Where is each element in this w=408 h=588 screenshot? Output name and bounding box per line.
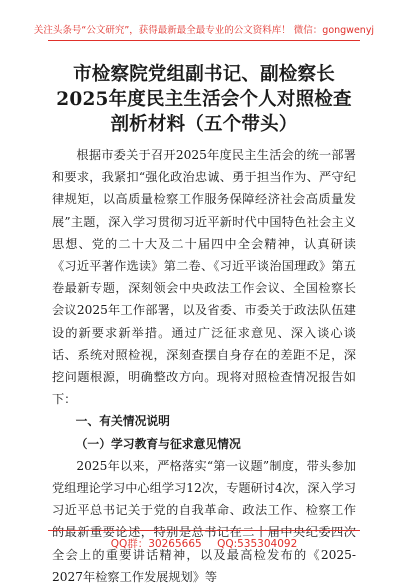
document-body [52,144,356,588]
footer-qq-group: QQ群：30265665 [110,538,202,550]
header-note: 关注头条号“公文研究”，获得最新最全最专业的公文资料库！ 微信：gongwenyj [33,25,375,36]
body-paragraph: 2025年以来，严格落实“第一议题”制度，带头参加党组理论学习中心组学习12次，专题研讨4次，深入学习习近平总书记关于党的自我革命、政法工作、检察工作的最新重要论述，特别是总书记在二十届中央纪委四次全会上的重要讲话精神，以及最高检发布的《2025-2027年检察工作发展规划》等 [52,458,356,584]
footer-divider [48,530,360,531]
header-divider [48,40,360,41]
footer [0,536,408,551]
section-heading: 一、有关情况说明 [75,414,170,429]
subsection-heading: （一）学习教育与征求意见情况 [75,436,241,451]
footer-qq: QQ:535304092 [217,538,298,550]
intro-paragraph: 根据市委关于召开2025年度民主生活会的统一部署和要求，我紧扣“强化政治忠诚、勇于担当作为、严守纪律规矩，以高质量检察工作服务保障经济社会高质量发展”主题，深入学习贯彻习近平新时代中国特色社会主义思想、党的二十大及二十届四中全会精神，认真研读《习近平著作选读》第二卷、《习近平谈治国理政》第五卷最新专题，深刻领会中央政法工作会议、全国检察长会议2025年工作部署，以及省委、市委关于政法队伍建设的新要求新举措。通过广泛征求意见、深入谈心谈话、系统对照检视，深刻查摆自身存在的差距不足，深挖问题根源，明确整改方向。现将对照检查情况报告如下： [52,148,356,407]
document-title: 市检察院党组副书记、副检察长2025年度民主生活会个人对照检查剖析材料（五个带头） [56,64,352,135]
